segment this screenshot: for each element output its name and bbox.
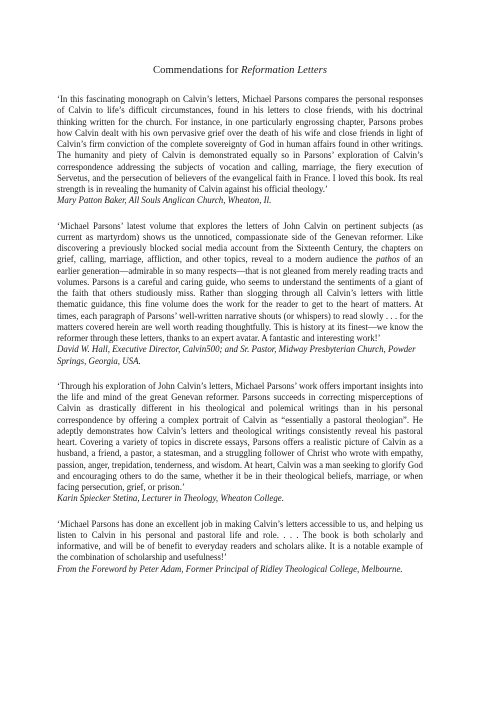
- commendation-text: [57, 94, 423, 195]
- book-title: Reformation Letters: [241, 65, 327, 76]
- commendation-text-segment: ‘In this fascinating monograph on Calvin’s letters, Michael Parsons compares the personal responses of Calvin to life’s difficult circumstances, found in his letters to close friends, with his doctrinal thinking written for the church. For instance, in one particularly engrossing chapter, Parsons probes how Calvin dealt with his own pervasive grief over the death of his wife and close friends in light of Calvin’s firm conviction of the complete sovereignty of God in human affairs found in other writings. The humanity and piety of Calvin is demonstrated equally so in Parsons’ exploration of Calvin’s correspondence addressing the subjects of vocation and calling, marriage, the fiery execution of Servetus, and the persecution of believers of the evangelical faith in France. I loved this book. Its real strength is in revealing the humanity of Calvin against his official theology.’: [57, 94, 423, 194]
- commendation-attribution: From the Foreword by Peter Adam, Former Principal of Ridley Theological College, Melbourne.: [57, 563, 403, 574]
- commendation-text-segment: ‘Through his exploration of John Calvin’s letters, Michael Parsons’ work offers important insights into the life and mind of the great Genevan reformer. Parsons succeeds in correcting misperceptions of Calvin as drastically different in his theological and polemical writings than in his personal correspondence by offering a complex portrait of Calvin as “essentially a pastoral theologian”. He adeptly demonstrates how Calvin’s letters and theological writings consistently reveal his pastoral heart. Covering a variety of topics in discrete essays, Parsons offers a realistic picture of Calvin as a husband, a friend, a pastor, a statesman, and a struggling follower of Christ who wrote with empathy, passion, anger, trepidation, tenderness, and wisdom. At heart, Calvin was a man seeking to glorify God and encouraging others to do the same, whether it be in their theological beliefs, marriage, or when facing persecution, grief, or prison.’: [57, 380, 423, 492]
- commendation-attribution: Karin Spiecker Stetina, Lecturer in Theology, Wheaton College.: [57, 493, 284, 504]
- commendation-text-segment: ‘Michael Parsons has done an excellent job in making Calvin’s letters accessible to us, and helping us listen to Calvin in his personal and pastoral life and role. . . . The book is both scholarly and informative, and will be of benefit to everyday readers and scholars alike. It is a notable example of the combination of scholarship and usefulness!’: [57, 518, 423, 563]
- commendation-text-segment: ‘Michael Parsons’ latest volume that explores the letters of John Calvin on pertinent subjects (as current as martyrdom) shows us the unnoticed, compassionate side of the Genevan reformer. Like discovering a previously blocked social media account from the Sixteenth Century, the chapters on grief, calling, marriage, affliction, and other topics, reveal to a modern audience the: [57, 220, 423, 265]
- commendation-text-segment: of an earlier generation—admirable in so many respects—that is not gleaned from merely reading tracts and volumes. Parsons is a careful and caring guide, who seems to understand the sentiments of a giant of the faith that others studiously miss. Rather than slogging through all Calvin’s letters with little thematic guidance, this fine volume does the work for the reader to get to the heart of matters. At times, each paragraph of Parsons’ well-written narrative shouts (or whispers) to read slowly . . . for the matters covered herein are well worth reading thoughtfully. This is history at its finest—we know the reformer through these letters, thanks to an expert avatar. A fantastic and interesting work!’: [57, 254, 423, 343]
- commendation-1: [57, 94, 423, 207]
- commendation-text: [57, 519, 423, 564]
- commendations-page: [57, 64, 423, 589]
- commendation-attribution: David W. Hall, Executive Director, Calvin500; and Sr. Pastor, Midway Presbyterian Church, Powder Springs, Georgia, USA.: [57, 344, 416, 366]
- heading-prefix: Commendations for: [153, 65, 241, 76]
- commendation-2: [57, 221, 423, 367]
- commendation-text: [57, 381, 423, 494]
- commendation-attribution: Mary Patton Baker, All Souls Anglican Church, Wheaton, Il.: [57, 195, 272, 206]
- commendation-4: [57, 519, 423, 575]
- page-heading: [57, 64, 423, 77]
- commendation-text-emphasis: pathos: [376, 254, 400, 265]
- commendation-3: [57, 381, 423, 505]
- commendation-text: [57, 221, 423, 345]
